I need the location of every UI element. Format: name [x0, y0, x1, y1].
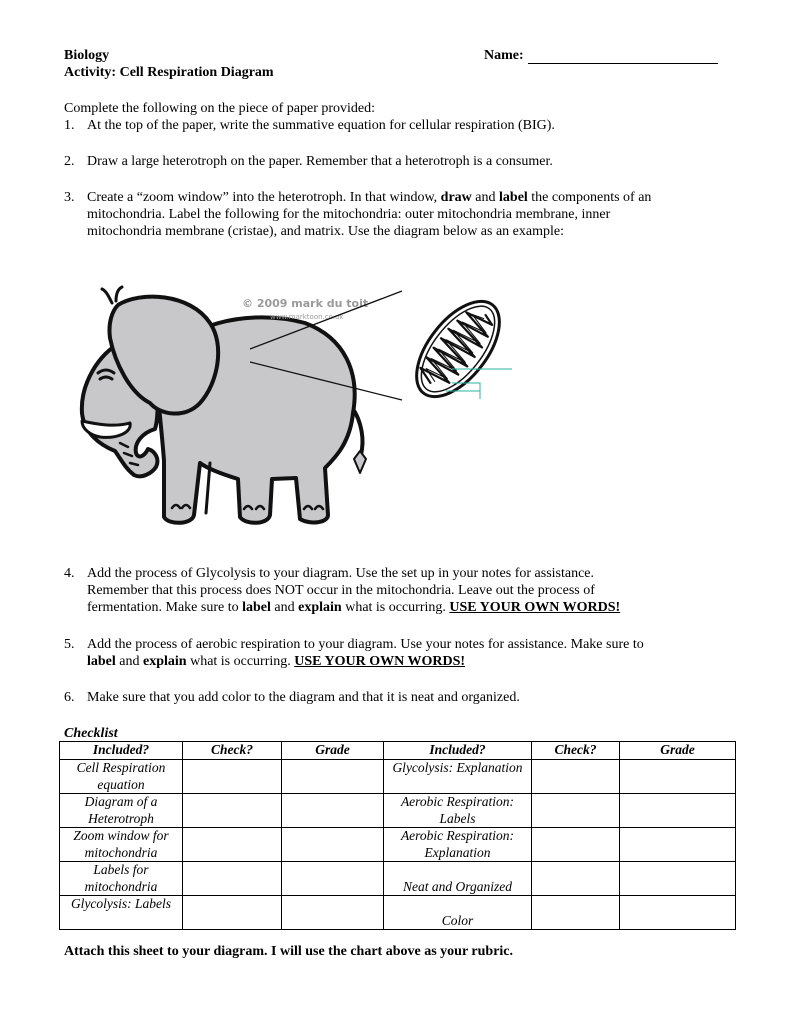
item-number: 4. [64, 566, 75, 581]
watermark-url: www.marktoon.co.uk [270, 313, 344, 321]
column-header: Check? [532, 742, 620, 760]
item-number: 5. [64, 637, 75, 652]
table-header-row [60, 742, 736, 760]
check-cell[interactable] [183, 760, 282, 794]
footer-note: Attach this sheet to your diagram. I will use the chart above as your rubric. [64, 944, 514, 959]
item-text: Draw a large heterotroph on the paper. Remember that a heterotroph is a consumer. [87, 154, 553, 169]
item-text: Make sure that you add color to the diagram and that it is neat and organized. [87, 690, 520, 705]
emphasis-label: label [242, 600, 271, 615]
item-text-line-1: Add the process of Glycolysis to your diagram. Use the set up in your notes for assistance. [87, 566, 595, 581]
item-text-line-3: mitochondria membrane (cristae), and matrix. Use the diagram below as an example: [87, 224, 564, 239]
emphasis-own-words: USE YOUR OWN WORDS! [449, 600, 621, 615]
table-row [60, 760, 736, 794]
table-row [60, 794, 736, 828]
emphasis-label: label [499, 190, 528, 205]
name-field[interactable] [484, 47, 718, 64]
table-row [60, 828, 736, 862]
check-cell[interactable] [183, 828, 282, 862]
item-text-line-1: Create a “zoom window” into the heterotroph. In that window, draw and label the components of an [87, 190, 652, 205]
column-header: Included? [384, 742, 532, 760]
grade-cell[interactable] [620, 828, 736, 862]
checklist-title: Checklist [64, 726, 118, 741]
item-text-line-1: Add the process of aerobic respiration to your diagram. Use your notes for assistance. Make sure to [87, 637, 644, 652]
check-cell[interactable] [532, 794, 620, 828]
table-cell: Diagram of a Heterotroph [60, 794, 183, 828]
table-cell: Color [384, 896, 532, 930]
check-cell[interactable] [183, 862, 282, 896]
table-row [60, 896, 736, 930]
grade-cell[interactable] [282, 862, 384, 896]
check-cell[interactable] [183, 794, 282, 828]
name-blank-line[interactable] [528, 49, 718, 64]
column-header: Check? [183, 742, 282, 760]
table-cell: Zoom window for mitochondria [60, 828, 183, 862]
item-number: 6. [64, 690, 75, 705]
watermark-text: © 2009 mark du toit [242, 297, 369, 310]
table-cell: Glycolysis: Explanation [384, 760, 532, 794]
grade-cell[interactable] [282, 760, 384, 794]
mitochondrion-icon [401, 287, 516, 411]
grade-cell[interactable] [620, 862, 736, 896]
name-label: Name: [484, 48, 524, 63]
item-text-line-3: fermentation. Make sure to label and explain what is occurring. USE YOUR OWN WORDS! [87, 600, 621, 615]
check-cell[interactable] [532, 828, 620, 862]
header-block [64, 47, 274, 81]
table-cell: Aerobic Respiration: Labels [384, 794, 532, 828]
table-cell: Glycolysis: Labels [60, 896, 183, 930]
instructions-intro: Complete the following on the piece of paper provided: [64, 101, 376, 116]
table-cell: Aerobic Respiration: Explanation [384, 828, 532, 862]
grade-cell[interactable] [282, 794, 384, 828]
grade-cell[interactable] [620, 794, 736, 828]
table-cell: Cell Respiration equation [60, 760, 183, 794]
column-header: Grade [282, 742, 384, 760]
item-number: 1. [64, 118, 75, 133]
grade-cell[interactable] [282, 828, 384, 862]
elephant-mitochondria-illustration [60, 283, 520, 543]
rubric-table [59, 741, 736, 930]
emphasis-draw: draw [440, 190, 472, 205]
emphasis-explain: explain [298, 600, 342, 615]
check-cell[interactable] [183, 896, 282, 930]
item-text-line-2: label and explain what is occurring. USE YOUR OWN WORDS! [87, 654, 466, 669]
course-title: Biology [64, 48, 110, 63]
column-header: Included? [60, 742, 183, 760]
table-row [60, 862, 736, 896]
grade-cell[interactable] [620, 896, 736, 930]
check-cell[interactable] [532, 760, 620, 794]
grade-cell[interactable] [620, 760, 736, 794]
elephant-icon [82, 287, 369, 523]
table-cell: Labels for mitochondria [60, 862, 183, 896]
activity-title: Activity: Cell Respiration Diagram [64, 65, 274, 80]
emphasis-explain: explain [143, 654, 187, 669]
check-cell[interactable] [532, 862, 620, 896]
item-text-line-2: Remember that this process does NOT occur in the mitochondria. Leave out the process of [87, 583, 595, 598]
item-number: 3. [64, 190, 75, 205]
item-number: 2. [64, 154, 75, 169]
table-cell: Neat and Organized [384, 862, 532, 896]
emphasis-own-words: USE YOUR OWN WORDS! [294, 654, 466, 669]
item-text-line-2: mitochondria. Label the following for the mitochondria: outer mitochondria membrane, inner [87, 207, 611, 222]
column-header: Grade [620, 742, 736, 760]
grade-cell[interactable] [282, 896, 384, 930]
check-cell[interactable] [532, 896, 620, 930]
item-text: At the top of the paper, write the summative equation for cellular respiration (BIG). [87, 118, 555, 133]
emphasis-label: label [87, 654, 116, 669]
